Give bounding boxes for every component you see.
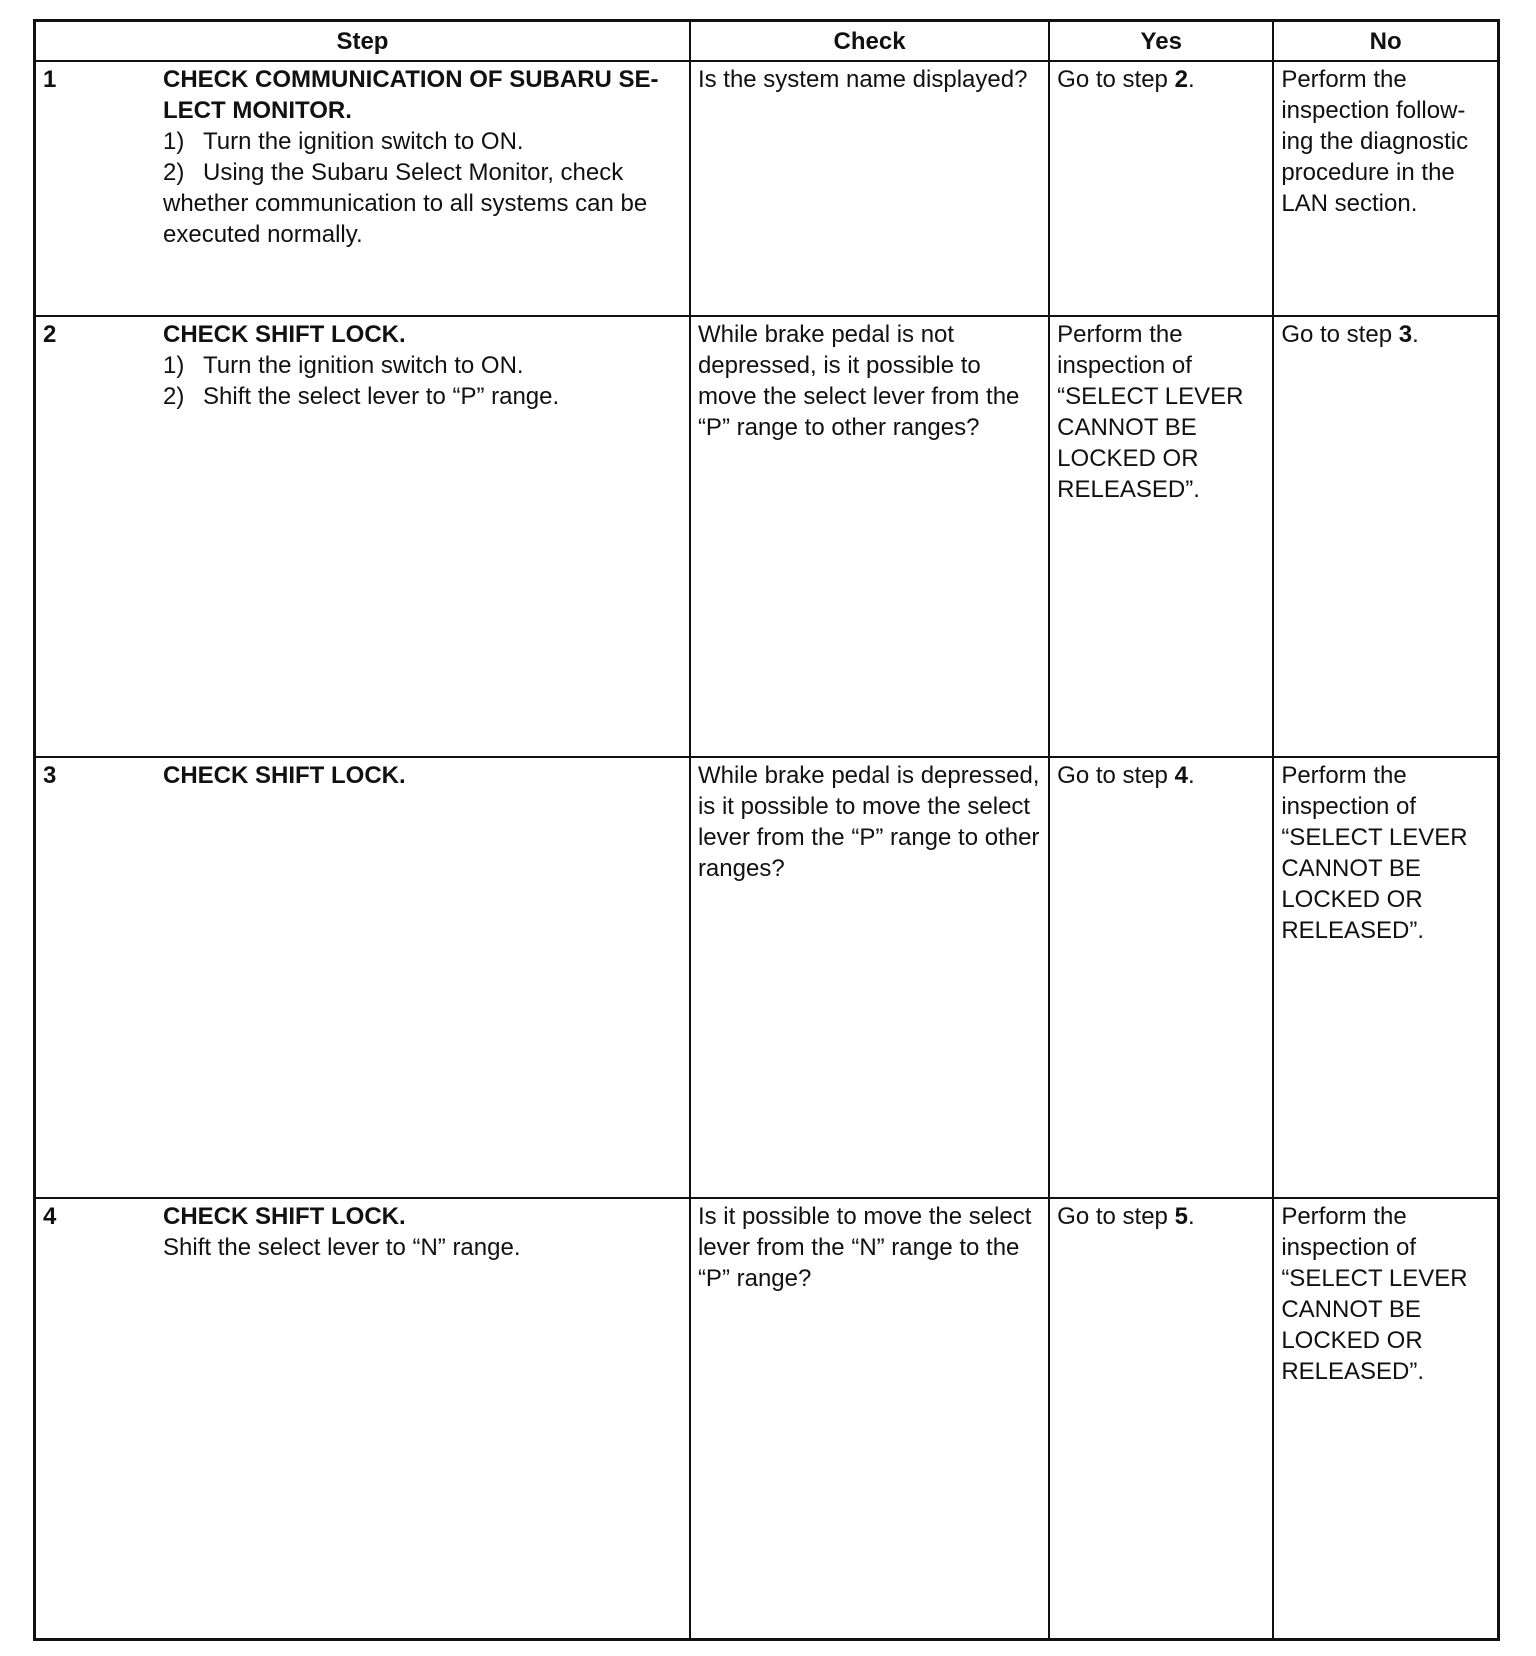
step-body (163, 1201, 682, 1263)
no-suffix: . (1412, 321, 1419, 348)
sub-step-text: Using the Subaru Select Monitor, check whether communication to all systems can be executed normally. (163, 159, 648, 248)
sub-step (163, 350, 682, 381)
header-step: Step (35, 21, 690, 62)
step-cell (35, 316, 690, 757)
step-number: 4 (43, 1203, 57, 1230)
sub-step (163, 126, 682, 157)
yes-suffix: . (1187, 762, 1195, 789)
sub-step (163, 157, 682, 250)
yes-step-link: 2 (1174, 66, 1188, 93)
sub-step-number: 1) (163, 128, 185, 155)
no-cell: Perform the inspection follow- ing the diagnostic procedure in the LAN section. (1273, 61, 1498, 316)
header-no: No (1273, 21, 1498, 62)
yes-suffix: . (1187, 1203, 1195, 1230)
table-row (35, 1198, 1499, 1640)
sub-step-number: 2) (163, 159, 185, 186)
step-number: 2 (43, 321, 57, 348)
check-cell: While brake pedal is depressed, is it possible to move the select lever from the “P” range to other ranges? (690, 757, 1049, 1198)
step-title: CHECK SHIFT LOCK. (163, 1203, 406, 1230)
step-cell (35, 1198, 690, 1640)
no-step-link: 3 (1398, 321, 1413, 348)
diagnostic-table (33, 19, 1500, 1641)
no-cell: Perform the inspection of “SELECT LEVER CANNOT BE LOCKED OR RELEASED”. (1273, 757, 1498, 1198)
yes-cell (1049, 61, 1273, 316)
sub-step-number: 1) (163, 352, 185, 379)
step-title: CHECK COMMUNICATION OF SUBARU SE- LECT MONITOR. (163, 66, 659, 124)
header-row (35, 21, 1499, 62)
step-number: 3 (43, 762, 57, 789)
sub-step-number: 2) (163, 383, 185, 410)
header-yes: Yes (1049, 21, 1273, 62)
yes-cell (1049, 757, 1273, 1198)
sub-step (163, 381, 682, 412)
check-cell: Is the system name displayed? (690, 61, 1049, 316)
yes-prefix: Go to step (1057, 66, 1175, 93)
yes-step-link: 5 (1174, 1203, 1188, 1230)
yes-prefix: Go to step (1057, 1203, 1175, 1230)
step-title: CHECK SHIFT LOCK. (163, 321, 406, 348)
step-body (163, 64, 682, 250)
step-instruction: Shift the select lever to “N” range. (163, 1234, 521, 1261)
table-row (35, 61, 1499, 316)
table-row (35, 757, 1499, 1198)
sub-step-text: Shift the select lever to “P” range. (203, 383, 560, 410)
yes-prefix: Go to step (1057, 762, 1175, 789)
yes-cell (1049, 1198, 1273, 1640)
table-row (35, 316, 1499, 757)
yes-step-link: 4 (1174, 762, 1188, 789)
step-cell (35, 61, 690, 316)
check-cell: Is it possible to move the select lever from the “N” range to the “P” range? (690, 1198, 1049, 1640)
no-cell (1273, 316, 1498, 757)
no-prefix: Go to step (1281, 321, 1399, 348)
step-number: 1 (43, 66, 57, 93)
yes-suffix: . (1187, 66, 1195, 93)
no-cell: Perform the inspection of “SELECT LEVER CANNOT BE LOCKED OR RELEASED”. (1273, 1198, 1498, 1640)
header-check: Check (690, 21, 1049, 62)
step-title: CHECK SHIFT LOCK. (163, 762, 406, 789)
yes-cell: Perform the inspection of “SELECT LEVER CANNOT BE LOCKED OR RELEASED”. (1049, 316, 1273, 757)
sub-step-text: Turn the ignition switch to ON. (203, 128, 524, 155)
step-body (163, 319, 682, 412)
step-cell (35, 757, 690, 1198)
check-cell: While brake pedal is not depressed, is it possible to move the select lever from the “P” range to other ranges? (690, 316, 1049, 757)
step-body (163, 760, 682, 791)
sub-step-text: Turn the ignition switch to ON. (203, 352, 524, 379)
